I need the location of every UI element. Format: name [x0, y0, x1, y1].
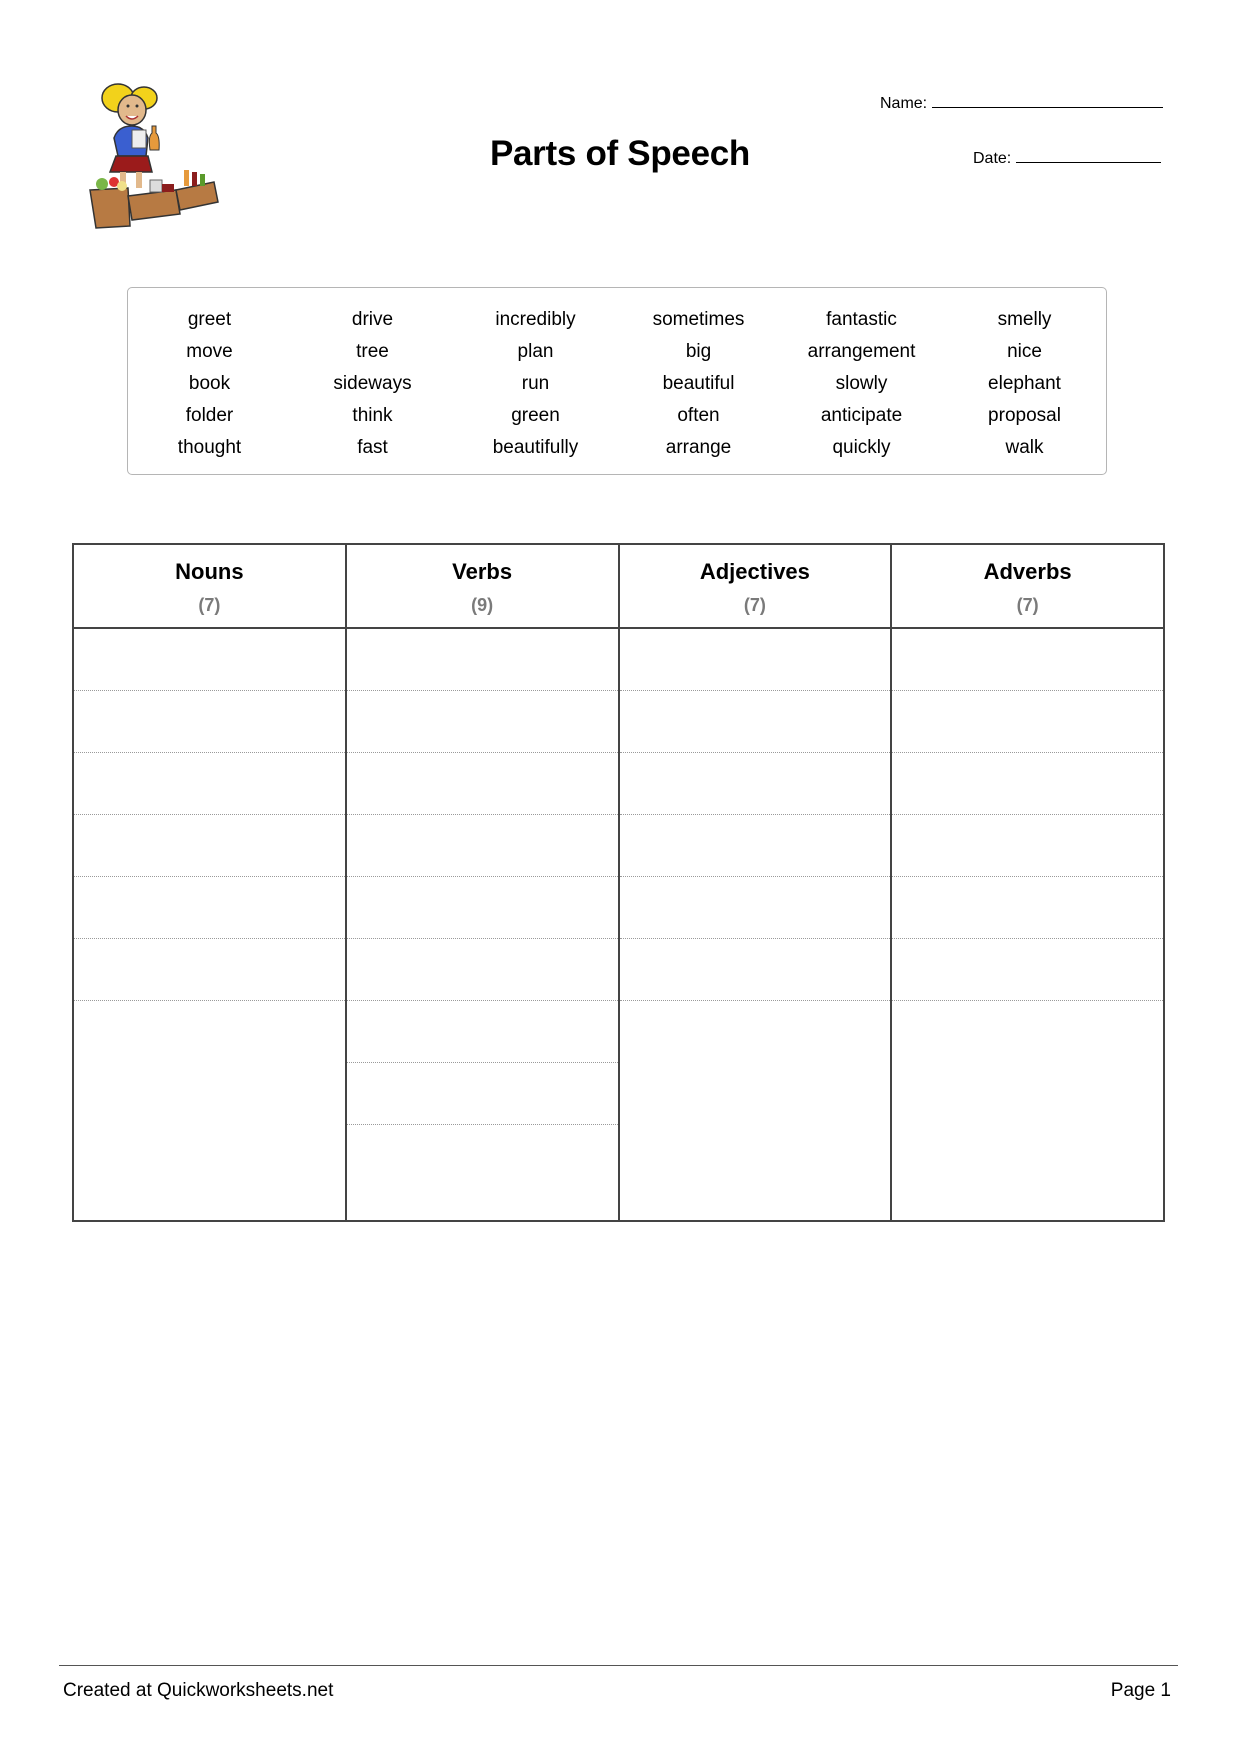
- word-bank-word: tree: [356, 341, 389, 362]
- word-bank-word: incredibly: [495, 309, 576, 330]
- answer-slot[interactable]: [620, 939, 891, 1001]
- answer-slot[interactable]: [892, 629, 1163, 691]
- word-bank-word: sometimes: [652, 309, 745, 330]
- word-bank-grid: [128, 308, 1106, 468]
- column-adjectives: [620, 545, 893, 1220]
- word-bank-word: beautiful: [662, 373, 735, 394]
- column-header: [347, 545, 618, 629]
- word-bank-word: green: [511, 405, 560, 426]
- answer-slot[interactable]: [347, 939, 618, 1001]
- answer-slot[interactable]: [74, 629, 345, 691]
- word-bank: [127, 287, 1107, 475]
- column-count: (7): [743, 595, 766, 615]
- date-blank-line[interactable]: [1016, 148, 1161, 163]
- date-field[interactable]: [973, 148, 1161, 168]
- column-count: (9): [471, 595, 494, 615]
- word-bank-word: arrangement: [807, 341, 916, 362]
- answer-slot[interactable]: [74, 753, 345, 815]
- word-bank-word: drive: [351, 309, 394, 330]
- answer-slot[interactable]: [74, 1001, 345, 1063]
- answer-slot[interactable]: [347, 815, 618, 877]
- answer-slot[interactable]: [620, 877, 891, 939]
- word-bank-word: thought: [177, 437, 242, 458]
- word-bank-word: walk: [1005, 437, 1044, 458]
- name-blank-line[interactable]: [932, 93, 1163, 108]
- column-header: [74, 545, 345, 629]
- answer-slot[interactable]: [892, 939, 1163, 1001]
- word-bank-word: often: [677, 405, 720, 426]
- word-bank-word: fast: [357, 437, 388, 458]
- answer-slot[interactable]: [347, 1063, 618, 1125]
- worksheet-logo-icon: [88, 78, 230, 230]
- word-bank-word: run: [521, 373, 550, 394]
- date-label: Date:: [973, 150, 1012, 167]
- word-bank-word: think: [352, 405, 393, 426]
- column-title: Nouns: [175, 559, 244, 584]
- answer-slot[interactable]: [347, 753, 618, 815]
- column-nouns: [74, 545, 347, 1220]
- answer-slot[interactable]: [620, 1001, 891, 1063]
- column-title: Verbs: [452, 559, 513, 584]
- answer-slot[interactable]: [74, 877, 345, 939]
- page-number: Page 1: [1110, 1680, 1171, 1701]
- column-verbs: [347, 545, 620, 1220]
- answer-slot[interactable]: [892, 691, 1163, 753]
- word-bank-word: move: [186, 341, 233, 362]
- column-header: [892, 545, 1163, 629]
- word-bank-word: beautifully: [492, 437, 579, 458]
- word-bank-word: proposal: [988, 405, 1061, 426]
- answer-slot[interactable]: [347, 1125, 618, 1187]
- answer-slot[interactable]: [74, 691, 345, 753]
- word-bank-word: slowly: [835, 373, 888, 394]
- word-bank-word: book: [188, 373, 231, 394]
- word-bank-word: anticipate: [820, 405, 903, 426]
- word-bank-word: big: [685, 341, 712, 362]
- answer-slot[interactable]: [892, 753, 1163, 815]
- column-header: [620, 545, 891, 629]
- answer-slot[interactable]: [892, 1001, 1163, 1063]
- page-title: Parts of Speech: [489, 134, 751, 173]
- answer-slot[interactable]: [347, 629, 618, 691]
- answer-slot[interactable]: [74, 815, 345, 877]
- sorting-table: [72, 543, 1165, 1222]
- word-bank-word: greet: [187, 309, 232, 330]
- answer-slot[interactable]: [347, 691, 618, 753]
- column-count: (7): [1016, 595, 1039, 615]
- name-label: Name:: [880, 95, 928, 112]
- column-count: (7): [198, 595, 221, 615]
- answer-slot[interactable]: [74, 939, 345, 1001]
- name-field[interactable]: [880, 93, 1163, 113]
- word-bank-word: arrange: [665, 437, 732, 458]
- column-title: Adverbs: [983, 559, 1072, 584]
- column-adverbs: [892, 545, 1163, 1220]
- answer-slot[interactable]: [620, 815, 891, 877]
- footer-divider: [59, 1665, 1178, 1666]
- column-title: Adjectives: [699, 559, 810, 584]
- answer-slot[interactable]: [620, 629, 891, 691]
- word-bank-word: quickly: [832, 437, 891, 458]
- word-bank-word: plan: [517, 341, 554, 362]
- word-bank-word: folder: [185, 405, 234, 426]
- footer-credit: Created at Quickworksheets.net: [63, 1680, 334, 1701]
- answer-slot[interactable]: [347, 877, 618, 939]
- word-bank-word: nice: [1007, 341, 1042, 362]
- answer-slot[interactable]: [620, 691, 891, 753]
- word-bank-word: smelly: [997, 309, 1052, 330]
- word-bank-word: sideways: [333, 373, 412, 394]
- word-bank-word: fantastic: [826, 309, 897, 330]
- answer-slot[interactable]: [620, 753, 891, 815]
- answer-slot[interactable]: [892, 815, 1163, 877]
- word-bank-word: elephant: [988, 373, 1061, 394]
- answer-slot[interactable]: [892, 877, 1163, 939]
- answer-slot[interactable]: [347, 1001, 618, 1063]
